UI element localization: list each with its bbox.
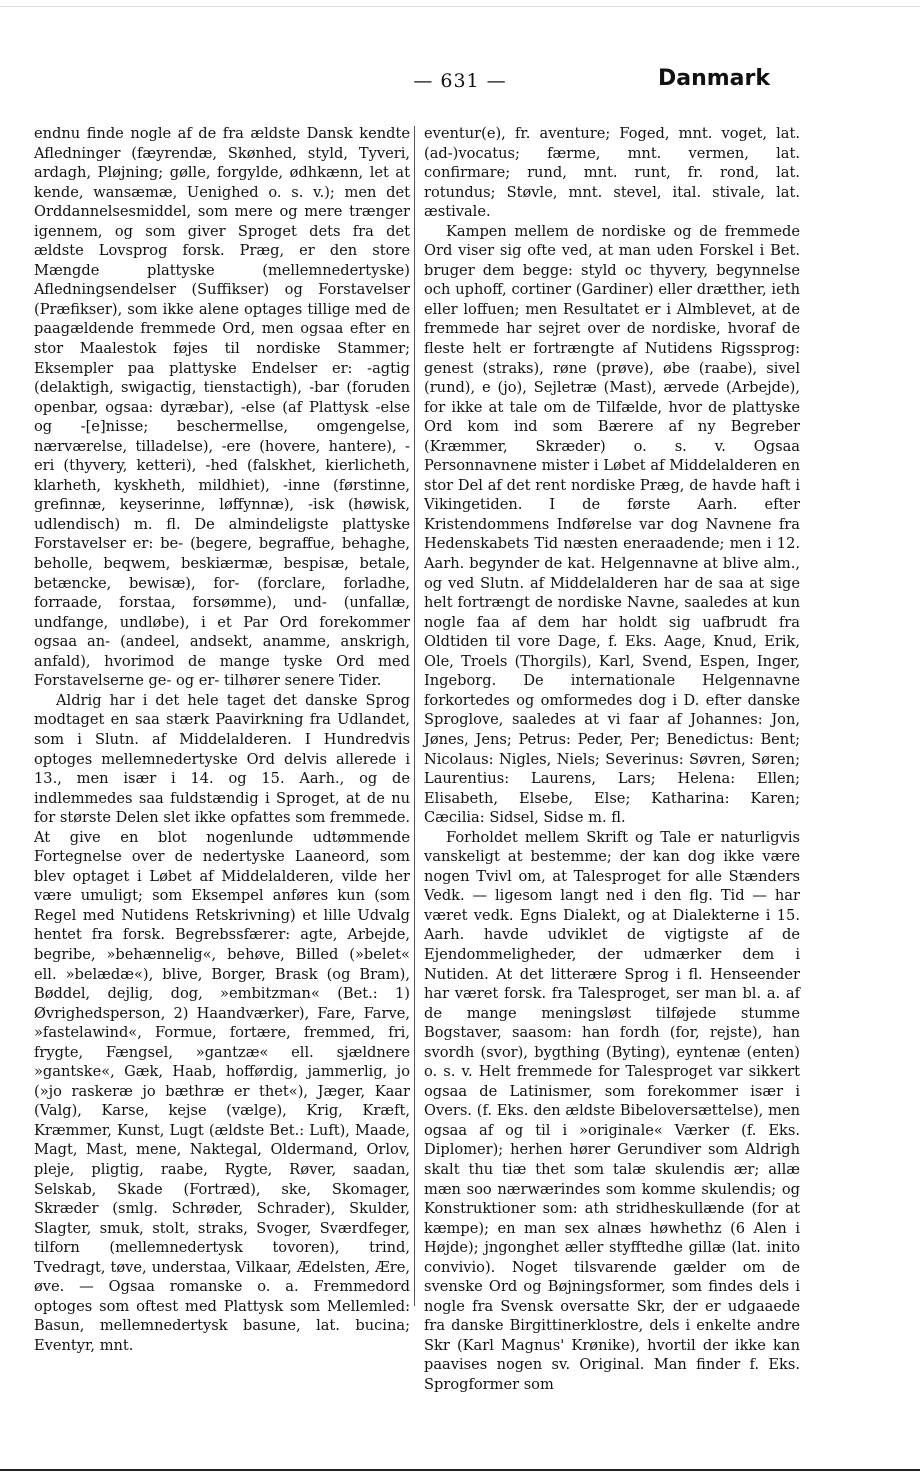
scan-edge [0,6,920,7]
section-title: Danmark [657,66,770,91]
column-divider [414,126,415,1306]
paragraph: endnu finde nogle af de fra ældste Dansk kendte Afledninger (fæyrendæ, Skønhed, styld, Tyveri, ardagh, Pløjning; gølle, forgylde, ødhkænn, let at kende, wansæmæ, Uenighed o. s. v.); men det Orddannelsesmiddel, som mere og mere trænger igennem, og som giver Sproget dets fra det ældste Lovsprog forsk. Præg, er den store Mængde plattyske (mellemnedertyske) Afledningsendelser (Suffikser) og Forstavelser (Præfikser), som ikke alene optages tillige med de paagældende fremmede Ord, men ogsaa efter en stor Maalestok føjes til nordiske Stammer; Eksempler paa plattyske Endelser er: -agtig (delaktigh, swigactig, tienstactigh), -bar (foruden openbar, ogsaa: dyræbar), -else (af Plattysk -else og -[e]nisse; beschermellse, omgengelse, nærværelse, tilladelse), -ere (hovere, hantere), -eri (thyvery, ketteri), -hed (falskhet, kierlicheth, klarheth, kyskheth, mildhiet), -inne (førstinne, grefinnæ, keyserinne, løffynnæ), -isk (høwisk, udlendisch) m. fl. De almindeligste plattyske Forstavelser er: be- (begere, begraffue, behaghe, beholle, beqwem, beskiærmæ, bespisæ, betale, betæncke, bewisæ), for- (forclare, forladhe, forraade, forstaa, forsømme), und- (unfallæ, undfange, undløbe), i et Par Ord forekommer ogsaa an- (andeel, andsekt, anamme, anskrigh, anfald), hvorimod de mange tyske Ord med Forstavelserne ge- og er- tilhører senere Tider. [34,125,410,690]
page-bottom-edge [0,1469,920,1471]
paragraph: Forholdet mellem Skrift og Tale er naturligvis vanskeligt at bestemme; der kan dog ikke være nogen Tvivl om, at Talesproget for alle Stænders Vedk. — ligesom langt ned i den flg. Tid — har været vedk. Egns Dialekt, og at Dialekterne i 15. Aarh. havde udviklet de vigtigste af de Ejendommeligheder, der udmærker dem i Nutiden. At det litterære Sprog i fl. Henseender har været forsk. fra Talesproget, ser man bl. a. af de mange meningsløst tilføjede stumme Bogstaver, saasom: han fordh (for, rejste), han svordh (svor), bygthing (Byting), eyntenæ (enten) o. s. v. Helt fremmede for Talesproget var sikkert ogsaa de Latinismer, som forekommer især i Overs. (f. Eks. den ældste Bibeloversættelse), men ogsaa af og til i »originale« Værker (f. Eks. Diplomer); herhen hører Gerundiver som Aldrigh skalt thu tiæ thet som talæ skulendis ær; allæ mæn soo nærwærindes som komme skulendis; og Konstruktioner som: ath stridheskullænde (for at kæmpe); en man sex alnæs høwhethz (6 Alen i Højde); jngonghet æller styfftedhe gillæ (lat. inito convivio). Noget tilsvarende gælder om de svenske Ord og Bøjningsformer, som findes dels i nogle fra Svensk oversatte Skr, der er udgaaede fra danske Birgittinerklostre, dels i enkelte andre Skr (Karl Magnus' Krønike), hvortil der ikke kan paavises nogen sv. Original. Man finder f. Eks. Sprogformer som [424,828,800,1393]
paragraph: eventur(e), fr. aventure; Foged, mnt. voget, lat. (ad-)vocatus; færme, mnt. vermen, lat. confirmare; rund, mnt. runt, fr. rond, lat. rotundus; Støvle, mnt. stevel, ital. stivale, lat. æstivale. [424,125,800,221]
right-column [424,124,800,1395]
paragraph: Kampen mellem de nordiske og de fremmede Ord viser sig ofte ved, at man uden Forskel i Bet. bruger dem begge: styld oc thyvery, begynnelse och uphoff, cortiner (Gardiner) eller drætther, ieth eller loffuen; men Resultatet er i Almblevet, at de fremmede har sejret over de nordiske, hvoraf de fleste helt er fortrængte af Nutidens Rigssprog: genest (straks), røne (prøve), øbe (raabe), sivel (rund), e (jo), Sejletræ (Mast), ærvede (Arbejde), for ikke at tale om de Tilfælde, hvor de plattyske Ord kom ind som Bærere af ny Begreber (Kræmmer, Skræder) o. s. v. Ogsaa Personnavnene mister i Løbet af Middelalderen en stor Del af det rent nordiske Præg, de havde haft i Vikingetiden. I de første Aarh. efter Kristendommens Indførelse var dog Navnene fra Hedenskabets Tid næsten eneraadende; men i 12. Aarh. begynder de kat. Helgennavne at blive alm., og ved Slutn. af Middelalderen har de saa at sige helt fortrængt de nordiske Navne, saaledes at kun nogle faa af dem har holdt sig uafbrudt fra Oldtiden til vore Dage, f. Eks. Aage, Knud, Erik, Ole, Troels (Thorgils), Karl, Svend, Espen, Inger, Ingeborg. De internationale Helgennavne forkortedes og omformedes dog i D. efter danske Sproglove, saaledes at vi faar af Johannes: Jon, Jønes, Jens; Petrus: Peder, Per; Benedictus: Bent; Nicolaus: Nigles, Niels; Severinus: Søvren, Søren; Laurentius: Laurens, Lars; Helena: Ellen; Elisabeth, Elsebe, Else; Katharina: Karen; Cæcilia: Sidsel, Sidse m. fl. [424,222,800,827]
paragraph: Aldrig har i det hele taget det danske Sprog modtaget en saa stærk Paavirkning fra Udlandet, som i Slutn. af Middelalderen. I Hundredvis optoges mellemnedertyske Ord delvis allerede i 13., men især i 14. og 15. Aarh., og de indlemmedes saa fuldstændig i Sproget, at de nu for største Delen slet ikke opfattes som fremmede. At give en blot nogenlunde udtømmende Fortegnelse over de nedertyske Laaneord, som blev optaget i Løbet af Middelalderen, vilde her være umuligt; som Eksempel anføres kun (som Regel med Nutidens Retskrivning) et lille Udvalg hentet fra forsk. Begrebssfærer: agte, Arbejde, begribe, »behænnelig«, behøve, Billed (»belet« ell. »belædæ«), blive, Borger, Brask (og Bram), Bøddel, dejlig, dog, »embitzman« (Bet.: 1) Øvrighedsperson, 2) Haandværker), Fare, Farve, »fastelawind«, Formue, fortære, fremmed, fri, frygte, Fængsel, »gantzæ« ell. sjældnere »gantske«, Gæk, Haab, hofførdig, jammerlig, jo (»jo raskeræ jo bæthræ er thet«), Jæger, Kaar (Valg), Karse, kejse (vælge), Krig, Kræft, Kræmmer, Kunst, Lugt (ældste Bet.: Luft), Maade, Magt, Mast, mene, Naktegal, Oldermand, Orlov, pleje, pligtig, raabe, Rygte, Røver, saadan, Selskab, Skade (Fortræd), ske, Skomager, Skræder (smlg. Schrøder, Schrader), Skulder, Slagter, smuk, stolt, straks, Svoger, Sværdfeger, tilforn (mellemnedertysk tovoren), trind, Tvedragt, tøve, understaa, Vilkaar, Ædelsten, Ære, øve. — Ogsaa romanske o. a. Fremmedord optoges som oftest med Plattysk som Mellemled: Basun, mellemnedertysk basune, lat. bucina; Eventyr, mnt. [34,691,410,1354]
page-number: — 631 — [413,70,507,92]
left-column [34,124,410,1355]
page-header [0,62,920,102]
